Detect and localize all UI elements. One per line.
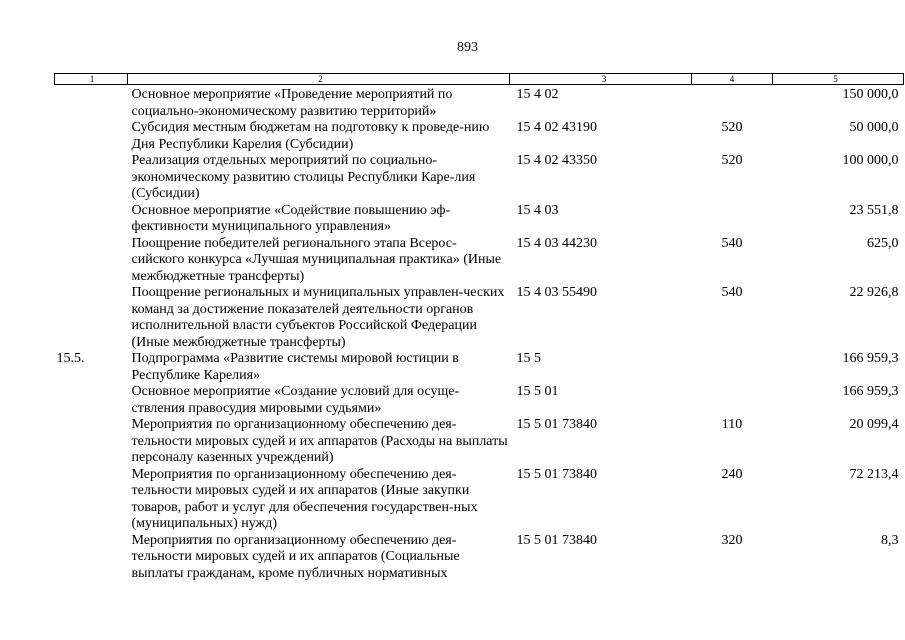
table-row xyxy=(55,153,904,203)
item-name-cell: Субсидия местным бюджетам на подготовку к проведе-нию Дня Республики Карелия (Субсидии) xyxy=(131,120,490,152)
row-number-cell xyxy=(55,533,128,583)
expense-type-cell xyxy=(692,85,773,121)
target-code-cell: 15 4 02 43190 xyxy=(516,120,597,135)
amount-cell: 166 959,3 xyxy=(842,351,899,366)
expense-type-cell xyxy=(692,351,773,384)
expense-type-cell: 110 xyxy=(721,417,743,432)
table-row xyxy=(55,467,904,533)
table-body xyxy=(55,85,904,583)
row-number-cell xyxy=(55,153,128,203)
expense-type-cell: 540 xyxy=(721,285,743,300)
amount-cell: 72 213,4 xyxy=(849,466,899,482)
target-code-cell: 15 5 01 73840 xyxy=(516,466,597,482)
column-header-2: 2 xyxy=(128,74,510,85)
amount-cell: 8,3 xyxy=(881,532,899,548)
row-number-cell xyxy=(55,417,128,467)
target-code-cell: 15 5 01 xyxy=(516,384,559,399)
row-number-cell xyxy=(55,203,128,236)
amount-cell: 625,0 xyxy=(867,235,899,251)
item-name-cell: Основное мероприятие «Проведение мероприятий по социально-экономическому развитию территорий» xyxy=(131,87,453,119)
row-number-cell xyxy=(55,120,128,153)
table-row xyxy=(55,85,904,121)
item-name-cell: Поощрение победителей регионального этапа Всерос-сийского конкурса «Лучшая муниципальная практика» (Иные межбюджетные трансферты) xyxy=(131,235,502,284)
expense-type-cell: 320 xyxy=(721,532,743,548)
table-row xyxy=(55,351,904,384)
amount-cell: 150 000,0 xyxy=(842,87,899,102)
budget-table xyxy=(54,73,904,582)
table-row xyxy=(55,203,904,236)
column-header-3: 3 xyxy=(510,74,692,85)
table-row xyxy=(55,285,904,351)
amount-cell: 50 000,0 xyxy=(849,120,899,135)
column-header-4: 4 xyxy=(692,74,773,85)
row-number-cell xyxy=(55,236,128,286)
item-name-cell: Поощрение региональных и муниципальных управлен-ческих команд за достижение показателей деятельности органов исполнительной власти субъектов Российской Федерации (Иные межбюджетные трансферты) xyxy=(131,285,505,350)
row-number-cell: 15.5. xyxy=(56,351,85,366)
target-code-cell: 15 4 03 xyxy=(516,202,559,218)
row-number-cell xyxy=(55,467,128,533)
amount-cell: 166 959,3 xyxy=(842,384,899,399)
target-code-cell: 15 4 03 44230 xyxy=(516,235,597,251)
header-row xyxy=(55,74,904,85)
target-code-cell: 15 4 02 xyxy=(516,87,559,102)
table-row xyxy=(55,417,904,467)
item-name-cell: Мероприятия по организационному обеспечению дея-тельности мировых судей и их аппаратов (Расходы на выплаты персоналу казенных учреждений) xyxy=(131,417,508,465)
target-code-cell: 15 5 01 73840 xyxy=(516,417,597,432)
amount-cell: 100 000,0 xyxy=(842,153,899,168)
row-number-cell xyxy=(55,285,128,351)
table-row xyxy=(55,236,904,286)
target-code-cell: 15 5 xyxy=(516,351,541,366)
column-header-5: 5 xyxy=(773,74,904,85)
table-row xyxy=(55,384,904,417)
target-code-cell: 15 4 02 43350 xyxy=(516,153,597,168)
item-name-cell: Подпрограмма «Развитие системы мировой юстиции в Республике Карелия» xyxy=(131,351,459,383)
amount-cell: 22 926,8 xyxy=(849,285,899,300)
expense-type-cell xyxy=(692,203,773,236)
item-name-cell: Мероприятия по организационному обеспечению дея-тельности мировых судей и их аппаратов (Иные закупки товаров, работ и услуг для обеспечения государствен-ных (муниципальных) нужд) xyxy=(131,466,478,531)
amount-cell: 23 551,8 xyxy=(849,202,899,218)
expense-type-cell: 520 xyxy=(721,120,743,135)
expense-type-cell: 240 xyxy=(721,466,743,482)
expense-type-cell: 540 xyxy=(721,235,743,251)
row-number-cell xyxy=(55,85,128,121)
item-name-cell: Мероприятия по организационному обеспечению дея-тельности мировых судей и их аппаратов (Социальные выплаты гражданам, кроме публичных нормативных xyxy=(131,532,460,581)
target-code-cell: 15 4 03 55490 xyxy=(516,285,597,300)
item-name-cell: Реализация отдельных мероприятий по социально-экономическому развитию столицы Республики Каре-лия (Субсидии) xyxy=(131,153,476,201)
table-header xyxy=(55,74,904,85)
amount-cell: 20 099,4 xyxy=(849,417,899,432)
page-number: 893 xyxy=(457,40,478,55)
row-number-cell xyxy=(55,384,128,417)
expense-type-cell: 520 xyxy=(721,153,743,168)
item-name-cell: Основное мероприятие «Содействие повышению эф-фективности муниципального управления» xyxy=(131,202,451,234)
column-header-1: 1 xyxy=(55,74,128,85)
target-code-cell: 15 5 01 73840 xyxy=(516,532,597,548)
expense-type-cell xyxy=(692,384,773,417)
item-name-cell: Основное мероприятие «Создание условий для осуще-ствления правосудия мировыми судьями» xyxy=(131,384,460,416)
table-row xyxy=(55,120,904,153)
table-row xyxy=(55,533,904,583)
